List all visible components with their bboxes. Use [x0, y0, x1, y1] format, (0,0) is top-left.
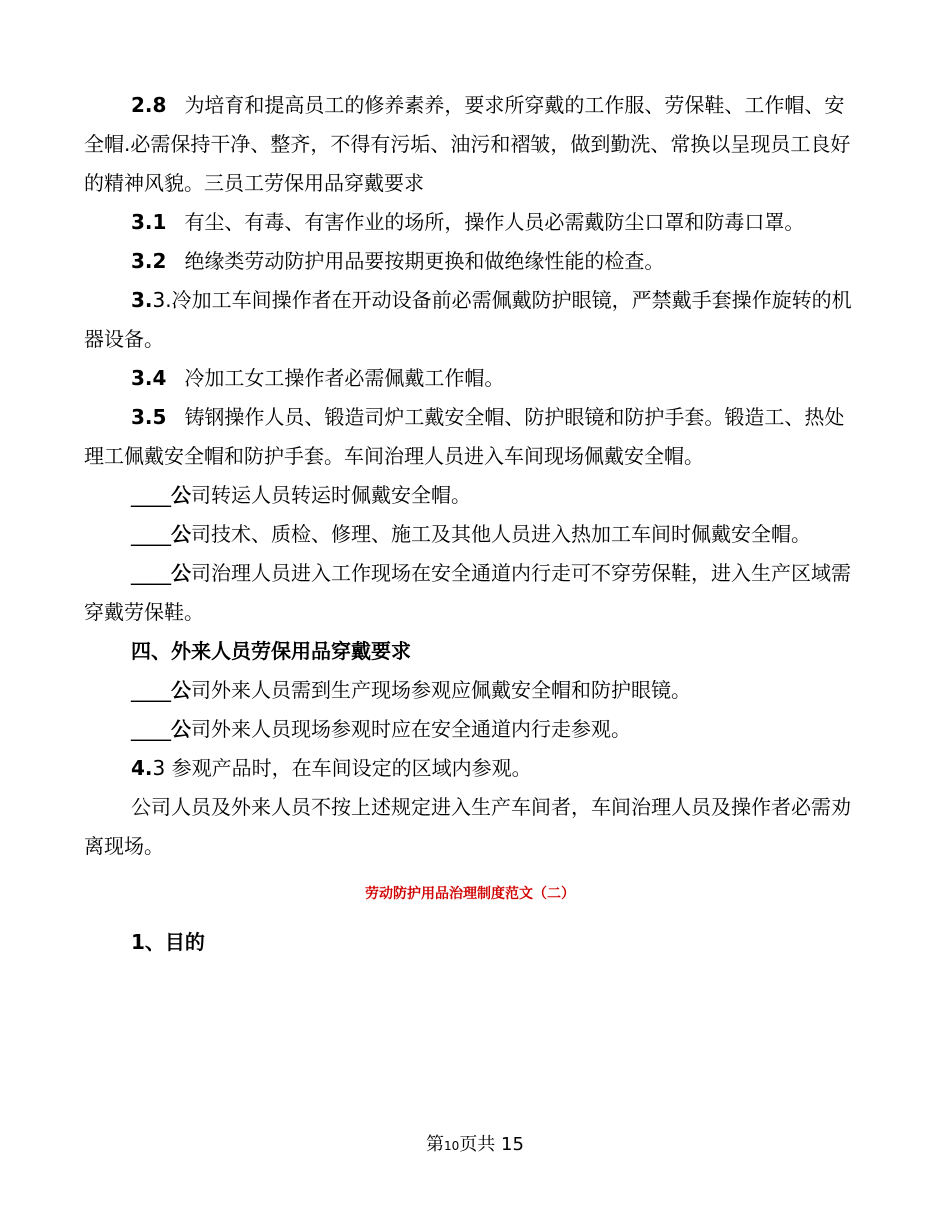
paragraph-visitor-gear: [84, 671, 856, 710]
paragraph-text: 为培育和提高员工的修养素养，要求所穿戴的工作服、劳保鞋、工作帽、安全帽.必需保持干净、整齐，不得有污垢、油污和褶皱，做到勤洗、常换以呈现员工良好的精神风貌。三员工劳保用品穿戴要求: [84, 93, 851, 195]
paragraph-text: 3 参观产品时，在车间设定的区域内参观。: [152, 756, 532, 780]
footer-total-pages: 15: [501, 1134, 524, 1155]
paragraph-2-8: [84, 86, 856, 203]
page-footer: [0, 1130, 950, 1161]
company-bold-char: 公: [171, 483, 191, 507]
blank-line: ____: [131, 483, 171, 507]
footer-prefix: 第: [426, 1134, 445, 1155]
paragraph-3-5: [84, 398, 856, 476]
paragraph-text: 有尘、有毒、有害作业的场所，操作人员必需戴防尘口罩和防毒口罩。: [184, 210, 805, 234]
company-bold-char: 公: [171, 717, 191, 741]
company-bold-char: 公: [171, 561, 191, 585]
paragraph-text: 3.冷加工车间操作者在开动设备前必需佩戴防护眼镜，严禁戴手套操作旋转的机器设备。: [84, 288, 852, 351]
paragraph-text: 司技术、质检、修理、施工及其他人员进入热加工车间时佩戴安全帽。: [191, 522, 811, 546]
paragraph-3-1: [84, 203, 856, 242]
item-number: 4.: [131, 756, 153, 780]
item-number: 2.8: [131, 93, 167, 117]
paragraph-3-3: [84, 281, 856, 359]
paragraph-text: 铸钢操作人员、锻造司炉工戴安全帽、防护眼镜和防护手套。锻造工、热处理工佩戴安全帽和防护手套。车间治理人员进入车间现场佩戴安全帽。: [84, 405, 845, 468]
section-4-heading: 四、外来人员劳保用品穿戴要求: [131, 639, 411, 663]
item-number: 3.5: [131, 405, 167, 429]
paragraph-closing: 公司人员及外来人员不按上述规定进入生产车间者，车间治理人员及操作者必需劝离现场。: [84, 795, 851, 858]
item-number: 3.2: [131, 249, 167, 273]
paragraph-text: 司转运人员转运时佩戴安全帽。: [191, 483, 471, 507]
blank-line: ____: [131, 522, 171, 546]
paragraph-text: 司治理人员进入工作现场在安全通道内行走可不穿劳保鞋，进入生产区域需穿戴劳保鞋。: [84, 561, 851, 624]
blank-line: ____: [131, 717, 171, 741]
paragraph-text: 冷加工女工操作者必需佩戴工作帽。: [184, 366, 505, 390]
item-number: 3.: [131, 288, 153, 312]
item-number: 3.1: [131, 210, 167, 234]
paragraph-visitor-walkway: [84, 710, 856, 749]
item-number: 3.4: [131, 366, 167, 390]
blank-line: ____: [131, 561, 171, 585]
paragraph-text: 绝缘类劳动防护用品要按期更换和做绝缘性能的检查。: [184, 249, 665, 273]
paragraph-4-3: [84, 749, 856, 788]
paragraph-text: 司外来人员需到生产现场参观应佩戴安全帽和防护眼镜。: [191, 678, 691, 702]
paragraph-company-management: [84, 554, 856, 632]
paragraph-company-transport: [84, 476, 856, 515]
blank-line: ____: [131, 678, 171, 702]
company-bold-char: 公: [171, 678, 191, 702]
footer-page-number: 10: [444, 1139, 460, 1153]
paragraph-3-4: [84, 359, 856, 398]
footer-middle: 页共: [459, 1134, 502, 1155]
paragraph-text: 司外来人员现场参观时应在安全通道内行走参观。: [191, 717, 631, 741]
company-bold-char: 公: [171, 522, 191, 546]
document-page: [84, 86, 856, 962]
document-title-part-two: 劳动防护用品治理制度范文（二）: [365, 886, 575, 902]
paragraph-company-technical: [84, 515, 856, 554]
section-1-heading: 1、目的: [131, 930, 205, 954]
paragraph-3-2: [84, 242, 856, 281]
